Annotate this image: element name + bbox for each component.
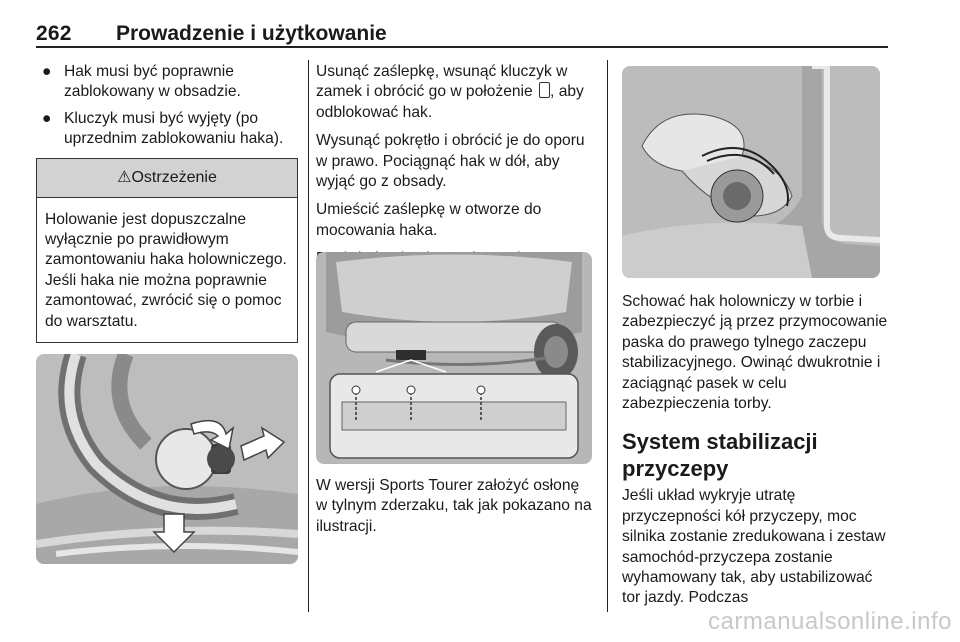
bullet-item — [36, 109, 298, 150]
warning-text: Holowanie jest dopuszczalne wyłącznie po prawidłowym zamontowaniu haka holowniczego. Jeśli haka nie można poprawnie zamontować, zwrócić się o pomoc do warsztatu. — [45, 210, 287, 330]
page-number: 262 — [36, 22, 72, 45]
bullet-icon: ● — [42, 109, 52, 127]
bullet-text: Kluczyk musi być wyjęty (po uprzednim zablokowaniu haka). — [64, 109, 284, 148]
warning-icon: ⚠ — [117, 168, 132, 186]
paragraph: Jeśli układ wykryje utratę przyczepności kół przyczepy, moc silnika zostanie zredukowana i zestaw samochód-przyczepa zostanie wyhamowany tak, aby ustabilizować tor jazdy. Podczas — [622, 487, 886, 607]
column-2-caption-block — [316, 476, 594, 545]
lock-symbol-icon — [539, 82, 550, 98]
warning-header — [37, 159, 297, 198]
column-2 — [316, 62, 594, 278]
section-heading: System stabilizacji przyczepy — [622, 429, 818, 482]
watermark: carmanualsonline.info — [708, 608, 952, 635]
bullet-text: Hak musi być poprawnie zablokowany w obsadzie. — [64, 63, 241, 101]
page-title: Prowadzenie i użytkowanie — [116, 22, 387, 45]
rear-bumper-illustration — [316, 252, 592, 464]
warning-box — [36, 158, 298, 343]
column-3 — [622, 292, 892, 617]
tow-hook-bag-illustration — [622, 66, 880, 278]
tow-hook-illustration — [36, 354, 298, 564]
column-divider-1 — [308, 60, 309, 612]
column-1 — [36, 62, 298, 383]
paragraph: Wysunąć pokrętło i obrócić je do oporu w prawo. Pociągnąć hak w dół, aby wyjąć go z obsady. — [316, 132, 585, 191]
bullet-item — [36, 62, 298, 103]
paragraph-text: Usunąć zaślepkę, wsunąć kluczyk w zamek i obrócić go w położenie — [316, 63, 568, 101]
column-divider-2 — [607, 60, 608, 612]
warning-title: Ostrzeżenie — [131, 168, 217, 186]
paragraph-text-tail: , aby odblokować hak. — [316, 83, 584, 121]
paragraph: Umieścić zaślepkę w otworze do mocowania haka. — [316, 201, 542, 239]
caption: W wersji Sports Tourer założyć osłonę w tylnym zderzaku, tak jak pokazano na ilustracji. — [316, 477, 592, 535]
bullet-icon: ● — [42, 63, 52, 80]
page-header — [36, 22, 888, 48]
paragraph: Schować hak holowniczy w torbie i zabezpieczyć ją przez przymocowanie paska do prawego tylnego zaczepu stabilizacyjnego. Owinąć dwukrotnie i zaciągnąć pasek w celu zabezpieczenia torby. — [622, 293, 888, 413]
paragraph — [316, 62, 594, 123]
